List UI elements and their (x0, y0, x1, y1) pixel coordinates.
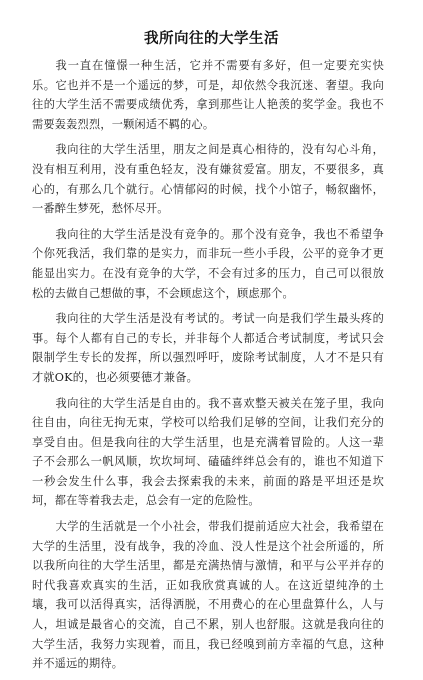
paragraph-1: 我一直在憧憬一种生活，它并不需要有多好，但一定要充实快乐。它也并不是一个遥远的梦，可是，却依然令我沉迷、奢望。我向往的大学生活不需要成绩优秀，拿到那些让人艳羡的奖学金。我也不需要轰轰烈烈，一颗闲适不羁的心。 (32, 59, 384, 131)
paragraph-5: 我向往的大学生活是自由的。我不喜欢整天被关在笼子里，我向往自由，向往无拘无束，学校可以给我们足够的空间，让我们充分的享受自由。但是我向往的大学生活里，也是充满着冒险的。人这一辈子不会那么一帆风顺，坎坎坷坷、磕磕绊绊总会有的，谁也不知道下一秒会发生什么事，我会去探索我的未来，前面的路是平坦还是坎坷，都在等着我去走，总会有一定的危险性。 (32, 396, 384, 508)
paragraph-3: 我向往的大学生活是没有竞争的。那个没有竞争，我也不希望争个你死我活，我们靠的是实力，而非玩一些小手段，公平的竞争才更能显出实力。在没有竞争的大学，不会有过多的压力，自己可以很放松的去做自己想做的事，不会顾虑这个，顾虑那个。 (32, 227, 384, 300)
paragraph-4: 我向往的大学生活是没有考试的。考试一向是我们学生最头疼的事。每个人都有自己的专长，并非每个人都适合考试制度，考试只会限制学生专长的发挥，所以强烈呼吁，废除考试制度，人才不是只有才就OK的，也必须要德才兼备。 (32, 312, 384, 384)
paragraph-6: 大学的生活就是一个小社会，带我们提前适应大社会，我希望在大学的生活里，没有战争，我的冷血、没人性是这个社会所遥的，所以我所向往的大学生活里，都是充满热情与激情，和平与公平并存的时代我喜欢真实的生活，正如我欣赏真诚的人。在这近望纯净的土壤，我可以活得真实，活得洒脱，不用费心的在心里盘算什么，人与人，坦诚是最省心的交流，自己不累，别人也舒服。这就是我向往的大学生活，我努力实现着，而且，我已经嗅到前方幸福的气息，这种并不遥远的期待。 (32, 520, 384, 671)
document-body (32, 56, 384, 680)
paragraph-2: 我向往的大学生活里，朋友之间是真心相待的，没有勾心斗角，没有相互利用，没有重色轻友，没有嫌贫爱富。朋友，不要很多，真心的，有那么几个就行。心情郁闷的时候，找个小馆子，畅叙幽怀，一番醉生梦死，愁怀尽开。 (32, 143, 384, 216)
document-title: 我所向往的大学生活 (144, 31, 279, 47)
